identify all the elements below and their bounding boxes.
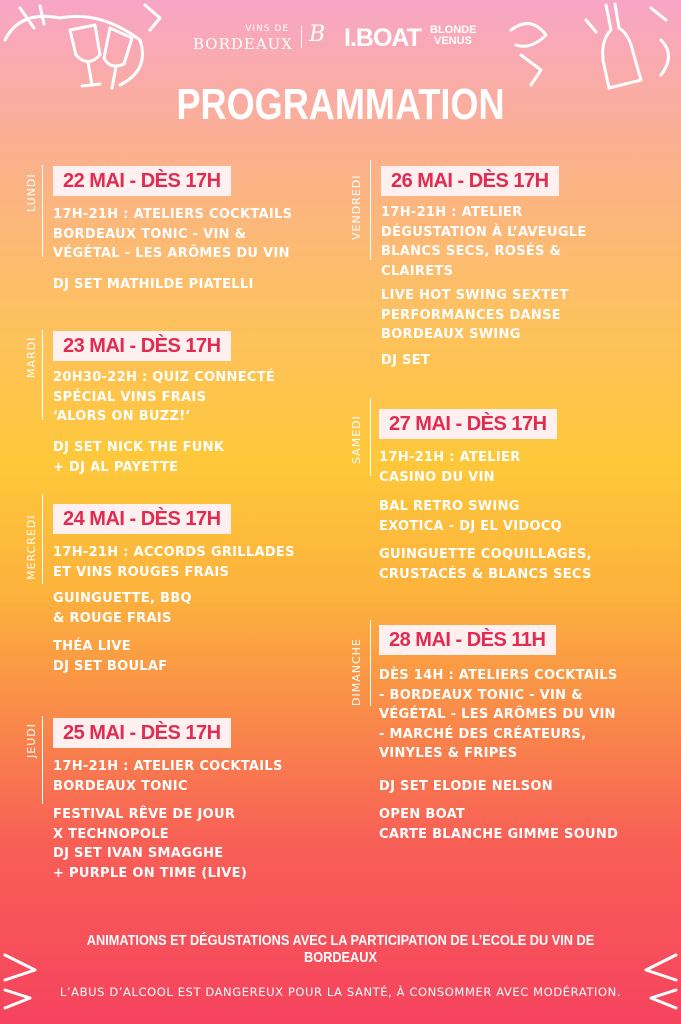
event-block: 20H30-22H : QUIZ CONNECTÉ SPÉCIAL VINS FRAIS ‘ALORS ON BUZZ!’ — [53, 370, 276, 424]
day-divider — [42, 165, 43, 257]
date-badge: 25 MAI - DÈS 17H — [53, 718, 231, 748]
day-name: MARDI — [25, 336, 38, 378]
iboat-logo: I.BOAT — [344, 24, 421, 52]
footer-partnership — [0, 932, 681, 966]
event-block: GUINGUETTE COQUILLAGES, CRUSTACÉS & BLANCS SECS — [379, 547, 592, 582]
event-block: DJ SET NICK THE FUNK + DJ AL PAYETTE — [53, 440, 225, 475]
vins-de-text: VINS DE — [245, 24, 289, 34]
day-name: SAMEDI — [350, 415, 363, 464]
day-name: JEUDI — [25, 723, 38, 758]
date-badge: 24 MAI - DÈS 17H — [53, 504, 231, 534]
event-block: DJ SET MATHILDE PIATELLI — [53, 277, 254, 292]
date-badge: 23 MAI - DÈS 17H — [53, 331, 231, 361]
day-divider — [42, 494, 43, 584]
event-block: BAL RETRO SWING EXOTICA - DJ EL VIDOCQ — [379, 499, 563, 534]
event-block: 17H-21H : ATELIERS COCKTAILS BORDEAUX TONIC - VIN & VÉGÉTAL - LES ARÔMES DU VIN — [53, 207, 293, 261]
event-block: LIVE HOT SWING SEXTET PERFORMANCES DANSE BORDEAUX SWING — [381, 288, 569, 342]
day-divider — [370, 620, 371, 706]
blonde-venus-logo — [430, 25, 476, 47]
event-block: 17H-21H : ACCORDS GRILLADES ET VINS ROUGES FRAIS — [53, 545, 295, 580]
day-name: DIMANCHE — [350, 638, 363, 706]
blonde-text: BLONDE — [430, 24, 477, 36]
day-name: LUNDI — [25, 173, 38, 212]
b-logo: B — [309, 22, 326, 47]
date-badge: 26 MAI - DÈS 17H — [381, 166, 559, 196]
day-divider — [42, 330, 43, 420]
event-block: 17H-21H : ATELIER COCKTAILS BORDEAUX TONIC — [53, 759, 283, 794]
date-badge: 27 MAI - DÈS 17H — [379, 409, 557, 439]
page-title: PROGRAMMATION — [176, 80, 505, 129]
event-block: DÈS 14H : ATELIERS COCKTAILS - BORDEAUX TONIC - VIN & VÉGÉTAL - LES ARÔMES DU VIN - MARCHÉ DES CRÉATEURS, VINYLES & FRIPES — [379, 668, 618, 761]
event-block: FESTIVAL RÊVE DE JOUR X TECHNOPOLE DJ SET IVAN SMAGGHE + PURPLE ON TIME (LIVE) — [53, 807, 248, 881]
day-name: VENDREDI — [350, 174, 363, 240]
footer-partnership-text: ANIMATIONS ET DÉGUSTATIONS AVEC LA PARTICIPATION DE L’ECOLE DU VIN DE BORDEAUX — [86, 932, 595, 966]
partner-logos — [0, 18, 681, 58]
day-divider — [370, 160, 371, 260]
day-divider — [370, 398, 371, 476]
event-block: DJ SET — [381, 353, 431, 368]
event-block: THÉA LIVE DJ SET BOULAF — [53, 639, 168, 674]
date-badge: 22 MAI - DÈS 17H — [53, 166, 231, 196]
footer-legal-notice: L’ABUS D’ALCOOL EST DANGEREUX POUR LA SANTÉ, À CONSOMMER AVEC MODÉRATION. — [59, 985, 622, 999]
event-block: GUINGUETTE, BBQ & ROUGE FRAIS — [53, 591, 192, 626]
logo-divider — [301, 26, 302, 48]
day-divider — [42, 716, 43, 804]
venus-text: VENUS — [434, 35, 472, 47]
vins-de-bordeaux-logo — [185, 24, 293, 53]
event-block: OPEN BOAT CARTE BLANCHE GIMME SOUND — [379, 807, 619, 842]
bordeaux-text: BORDEAUX — [192, 35, 293, 53]
event-block: 17H-21H : ATELIER DÉGUSTATION À L’AVEUGLE BLANCS SECS, ROSÉS & CLAIRETS — [381, 205, 587, 279]
day-name: MERCREDI — [25, 514, 38, 580]
date-badge: 28 MAI - DÈS 11H — [379, 625, 556, 655]
event-block: DJ SET ELODIE NELSON — [379, 779, 553, 794]
event-block: 17H-21H : ATELIER CASINO DU VIN — [379, 450, 521, 485]
